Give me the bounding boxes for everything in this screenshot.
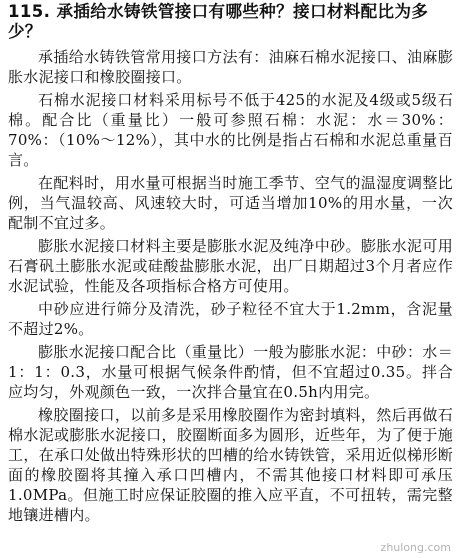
paragraph-joint-methods: 承插给水铸铁管常用接口方法有：油麻石棉水泥接口、油麻膨胀水泥接口和橡胶圈接口。 [8, 48, 453, 86]
paragraph-rubber-ring-joint: 橡胶圈接口，以前多是采用橡胶圈作为密封填料，然后再做石棉水泥或膨胀水泥接口，胶圈断面多为圆形，近些年，为了便于施工，在承口处做出特殊形状的凹槽的给水铸铁管，采用近似梯形断面的橡胶圈将其撞入承口凹槽内，不需其他接口材料即可承压1.0MPa。但施工时应保证胶圈的推入应平直，不可扭转，需完整地镶进槽内。 [8, 406, 453, 524]
paragraph-water-adjustment: 在配料时，用水量可根据当时施工季节、空气的温湿度调整比例，当气温较高、风速较大时，可适当增加10%的用水量，一次配制不宜过多。 [8, 174, 453, 232]
paragraph-expansive-cement-materials: 膨胀水泥接口材料主要是膨胀水泥及纯净中砂。膨胀水泥可用石膏矾土膨胀水泥或硅酸盐膨胀水泥，出厂日期超过3个月者应作水泥试验，性能及各项指标合格方可使用。 [8, 237, 453, 295]
question-heading: 115. 承插给水铸铁管接口有哪些种？接口材料配比为多少？ [8, 2, 429, 41]
paragraph-sand-requirements: 中砂应进行筛分及清洗，砂子粒径不宜大于1.2mm，含泥量不超过2%。 [8, 300, 453, 338]
watermark: zhulong.com [380, 541, 451, 554]
paragraph-asbestos-cement-mix: 石棉水泥接口材料采用标号不低于425的水泥及4级或5级石棉。配合比（重量比）一般可参照石棉：水泥：水＝30%：70%：（10%～12%），其中水的比例是指占石棉和水泥总重量百言。 [8, 91, 453, 169]
paragraph-expansive-cement-mix: 膨胀水泥接口配合比（重量比）一般为膨胀水泥：中砂：水＝1：1：0.3，水量可根据气候条件酌情，但不宜超过0.35。拌合应均匀，外观颜色一致，一次拌合量宜在0.5h内用完。 [8, 343, 453, 401]
